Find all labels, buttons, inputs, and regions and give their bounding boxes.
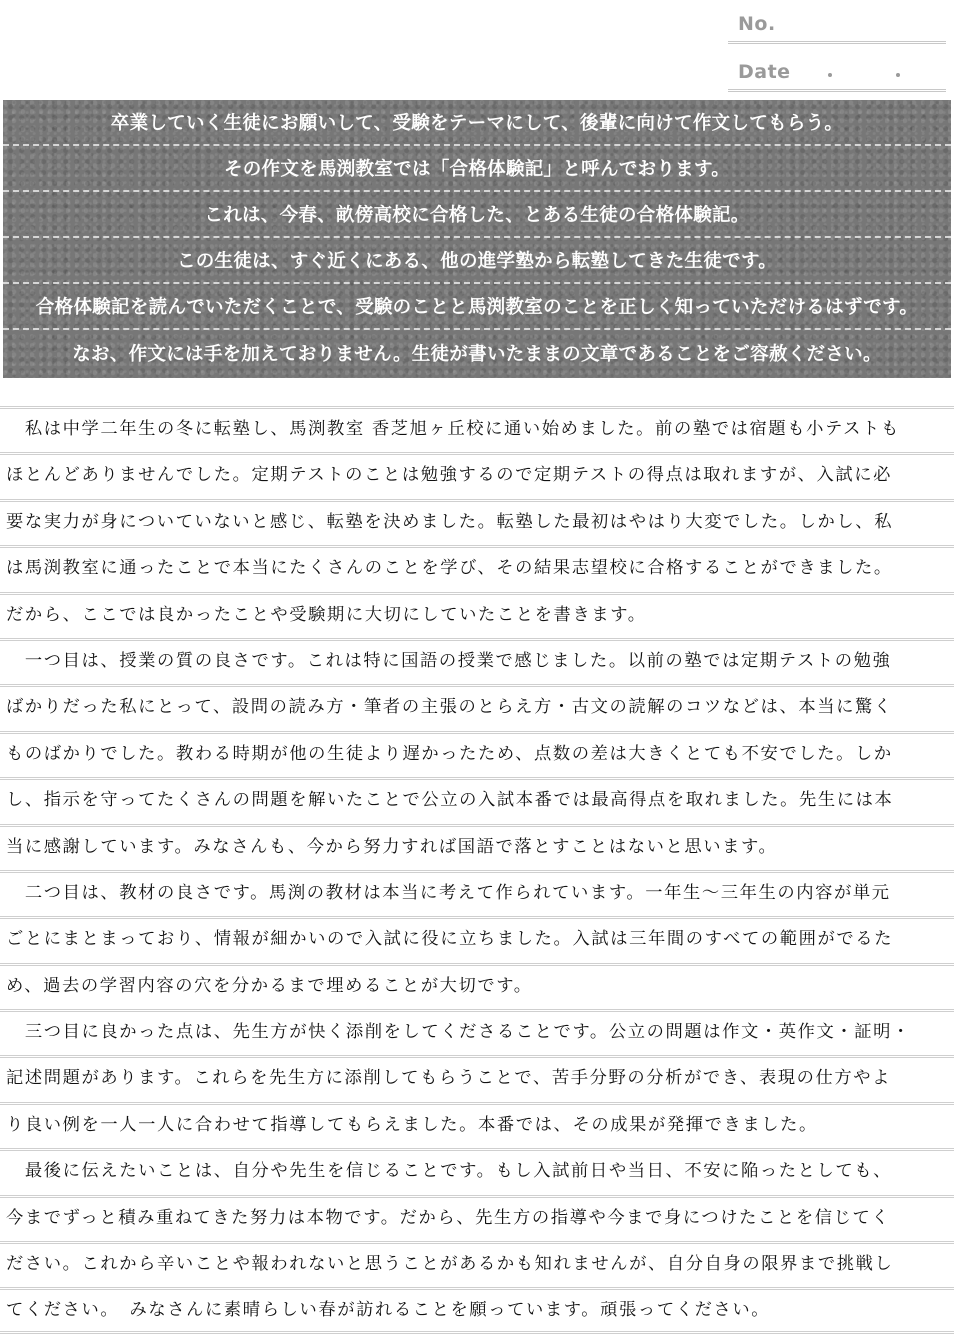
essay-line: り良い例を一人一人に合わせて指導してもらえました。本番では、その成果が発揮できました。	[0, 1102, 954, 1148]
essay-line: 要な実力が身についていないと感じ、転塾を決めました。転塾した最初はやはり大変でした。しかし、私	[0, 499, 954, 545]
essay-line: ださい。これから辛いことや報われないと思うことがあるかも知れませんが、自分自身の限界まで挑戦し	[0, 1241, 954, 1287]
essay-line: 私は中学二年生の冬に転塾し、馬渕教室 香芝旭ヶ丘校に通い始めました。前の塾では宿題も小テストも	[0, 406, 954, 452]
essay-body	[0, 378, 954, 1334]
date-separator-dot	[828, 73, 832, 77]
date-row	[728, 46, 946, 92]
essay-line: ものばかりでした。教わる時期が他の生徒より遅かったため、点数の差は大きくとても不安でした。しか	[0, 731, 954, 777]
intro-banner	[3, 100, 951, 378]
notebook-header	[728, 0, 946, 92]
essay-line: ばかりだった私にとって、設問の読み方・筆者の主張のとらえ方・古文の読解のコツなどは、本当に驚く	[0, 684, 954, 730]
essay-line: 二つ目は、教材の良さです。馬渕の教材は本当に考えて作られています。一年生～三年生の内容が単元	[0, 870, 954, 916]
essay-line: 一つ目は、授業の質の良さです。これは特に国語の授業で感じました。以前の塾では定期テストの勉強	[0, 638, 954, 684]
essay-line: め、過去の学習内容の穴を分かるまで埋めることが大切です。	[0, 963, 954, 1009]
essay-line: 最後に伝えたいことは、自分や先生を信じることです。もし入試前日や当日、不安に陥ったとしても、	[0, 1148, 954, 1194]
essay-line: だから、ここでは良かったことや受験期に大切にしていたことを書きます。	[0, 592, 954, 638]
essay-line: は馬渕教室に通ったことで本当にたくさんのことを学び、その結果志望校に合格することができました。	[0, 545, 954, 591]
intro-line: 合格体験記を読んでいただくことで、受験のことと馬渕教室のことを正しく知っていただけるはずです。	[3, 284, 951, 330]
intro-line: 卒業していく生徒にお願いして、受験をテーマにして、後輩に向けて作文してもらう。	[3, 100, 951, 146]
intro-line: これは、今春、畝傍高校に合格した、とある生徒の合格体験記。	[3, 192, 951, 238]
intro-line: その作文を馬渕教室では「合格体験記」と呼んでおります。	[3, 146, 951, 192]
essay-line: てください。 みなさんに素晴らしい春が訪れることを願っています。頑張ってください。	[0, 1287, 954, 1333]
date-separator-dot	[896, 73, 900, 77]
essay-line: ごとにまとまっており、情報が細かいので入試に役に立ちました。入試は三年間のすべての範囲がでるた	[0, 916, 954, 962]
essay-line: し、指示を守ってたくさんの問題を解いたことで公立の入試本番では最高得点を取れました。先生には本	[0, 777, 954, 823]
number-label: No.	[738, 13, 776, 35]
essay-line: 当に感謝しています。みなさんも、今から努力すれば国語で落とすことはないと思います。	[0, 824, 954, 870]
essay-line: ほとんどありませんでした。定期テストのことは勉強するので定期テストの得点は取れますが、入試に必	[0, 452, 954, 498]
intro-line: なお、作文には手を加えておりません。生徒が書いたままの文章であることをご容赦ください。	[72, 344, 882, 365]
number-row	[728, 0, 946, 44]
essay-line: 三つ目に良かった点は、先生方が快く添削をしてくださることです。公立の問題は作文・英作文・証明・	[0, 1009, 954, 1055]
essay-line: 今までずっと積み重ねてきた努力は本物です。だから、先生方の指導や今まで身につけたことを信じてく	[0, 1195, 954, 1241]
intro-line: この生徒は、すぐ近くにある、他の進学塾から転塾してきた生徒です。	[3, 238, 951, 284]
essay-line: 記述問題があります。これらを先生方に添削してもらうことで、苦手分野の分析ができ、表現の仕方やよ	[0, 1055, 954, 1101]
date-label: Date	[738, 61, 791, 83]
